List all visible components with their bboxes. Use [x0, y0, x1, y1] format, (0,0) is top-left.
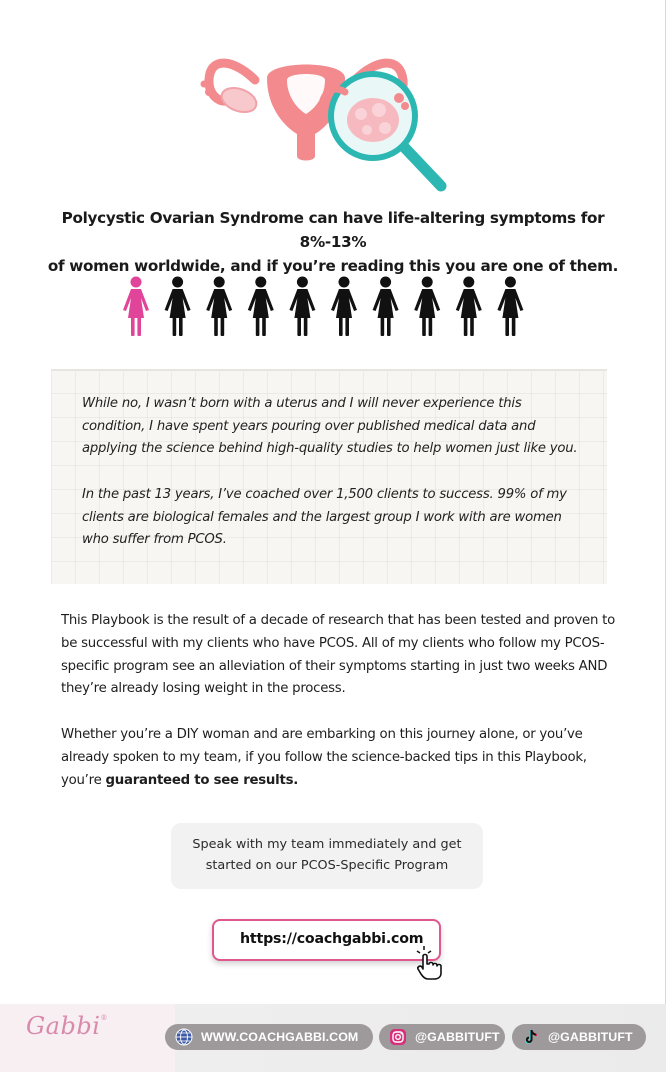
cta-line-1: Speak with my team immediately and get	[192, 837, 462, 852]
quote-box-top-line	[51, 369, 607, 371]
women-figures-row	[118, 276, 538, 340]
uterus-magnifier-illustration	[195, 40, 465, 200]
woman-figure	[206, 277, 232, 337]
tiktok-icon	[522, 1028, 540, 1046]
quote-paragraph-1: While no, I wasn’t born with a uterus and I will never experience this condition, I have spent years pouring over published medical data and applying the science behind high-quality studies to help women just like you.	[82, 396, 578, 456]
body-paragraph-2-text: Whether you’re a DIY woman and are embarking on this journey alone, or you’ve already spoken to my team, if you follow the science-backed tips in this Playbook, you’re	[61, 727, 587, 788]
hand-cursor-icon	[416, 944, 444, 980]
woman-figure	[331, 277, 357, 337]
woman-figure	[373, 277, 399, 337]
tiktok-pill[interactable]	[512, 1024, 646, 1050]
body-paragraph-2	[61, 724, 621, 792]
quote-paragraph-2: In the past 13 years, I’ve coached over 1,500 clients to success. 99% of my clients are biological females and the largest group I work with are women who suffer from PCOS.	[82, 487, 567, 547]
instagram-icon	[389, 1028, 407, 1046]
guarantee-emphasis: guaranteed to see results.	[105, 772, 299, 788]
woman-figure-highlighted	[123, 277, 149, 337]
instagram-pill[interactable]	[379, 1024, 505, 1050]
woman-figure	[289, 277, 315, 337]
tiktok-handle: @GABBITUFT	[548, 1030, 633, 1044]
gabbi-logo[interactable]	[26, 1012, 108, 1040]
woman-figure	[456, 277, 482, 337]
globe-icon	[175, 1028, 193, 1046]
quote-box	[51, 369, 607, 584]
gabbi-logo-text: Gabbi	[26, 1012, 101, 1040]
instagram-handle: @GABBITUFT	[415, 1030, 500, 1044]
woman-figure	[414, 277, 440, 337]
woman-figure	[497, 277, 523, 337]
cta-line-2: started on our PCOS-Specific Program	[205, 858, 449, 873]
woman-figure	[248, 277, 274, 337]
headline-line-2: of women worldwide, and if you’re reading this you are one of them.	[47, 257, 619, 275]
magnifier-icon	[323, 74, 441, 186]
body-paragraph-1: This Playbook is the result of a decade of research that has been tested and proven to be successful with my clients who have PCOS. All of my clients who follow my PCOS-specific program see an alleviation of their symptoms starting in just two weeks AND they’re already losing weight in the process.	[61, 613, 615, 697]
headline	[40, 206, 626, 278]
website-pill[interactable]	[165, 1024, 373, 1050]
cta-box	[171, 823, 483, 889]
logo-registered-mark: ®	[100, 1014, 108, 1022]
woman-figure	[165, 277, 191, 337]
website-link-button[interactable]: https://coachgabbi.com	[212, 919, 441, 961]
website-text: WWW.COACHGABBI.COM	[201, 1030, 359, 1044]
headline-line-1: Polycystic Ovarian Syndrome can have life-altering symptoms for 8%-13%	[61, 209, 605, 251]
